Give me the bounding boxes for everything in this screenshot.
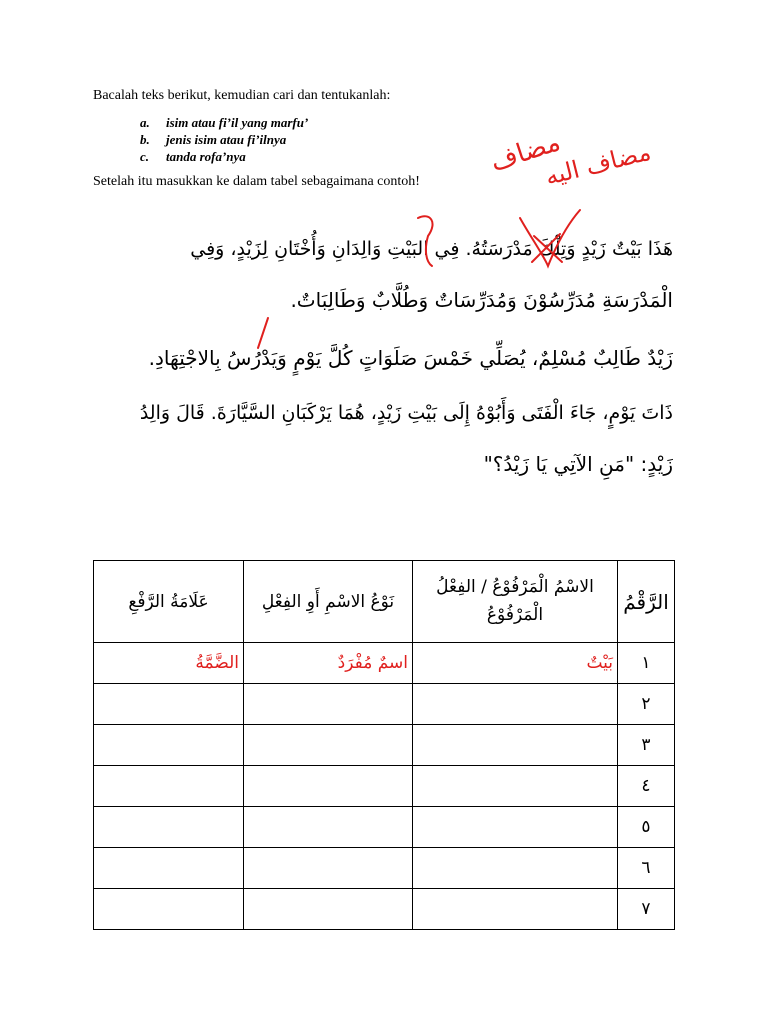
table-row — [94, 889, 675, 930]
arabic-line-3: زَيْدٌ طَالِبٌ مُسْلِمٌ، يُصَلِّي خَمْسَ صَلَوَاتٍ كُلَّ يَوْمٍ وَيَدْرُسُ بِالاجْتِهَادِ. — [148, 346, 673, 370]
table-row — [94, 725, 675, 766]
list-marker: b. — [140, 132, 150, 147]
header-number: الرَّقْمُ — [618, 561, 675, 643]
table-row — [94, 766, 675, 807]
red-check-mark — [520, 210, 580, 266]
answer-table — [93, 560, 675, 930]
table-row — [94, 848, 675, 889]
header-type: نَوْعُ الاسْمِ أَوِ الفِعْلِ — [244, 561, 413, 643]
table-row — [94, 684, 675, 725]
cell-type[interactable] — [244, 725, 413, 766]
cell-sign[interactable] — [94, 889, 244, 930]
arabic-line-1: هَذَا بَيْتٌ زَيْدٍ وَتِلْكَ مَدْرَسَتُهُ. فِي البَيْتِ وَالِدَانِ وَأُخْتَانِ لِزَيْدٍ، وَفِي — [190, 238, 673, 260]
cell-type[interactable] — [244, 684, 413, 725]
instruction-line-2: Setelah itu masukkan ke dalam tabel sebagaimana contoh! — [93, 174, 420, 189]
cell-word[interactable] — [413, 766, 618, 807]
header-word: الاسْمُ الْمَرْفُوْعُ / الفِعْلُ الْمَرْفُوْعُ — [413, 561, 618, 643]
cell-word[interactable] — [413, 725, 618, 766]
cell-type[interactable] — [244, 848, 413, 889]
row-number: ٣ — [618, 725, 675, 766]
row-number: ٢ — [618, 684, 675, 725]
cell-word[interactable] — [413, 807, 618, 848]
row-number: ٦ — [618, 848, 675, 889]
handwritten-note-2: مضاف اليه — [542, 137, 654, 191]
cell-sign[interactable] — [94, 848, 244, 889]
cell-sign[interactable] — [94, 684, 244, 725]
red-cross-mark — [532, 234, 562, 262]
arabic-line-2: الْمَدْرَسَةِ مُدَرِّسُوْنَ وَمُدَرِّسَاتٌ وَطُلَّابٌ وَطَالِبَاتٌ. — [290, 288, 673, 312]
cell-type[interactable] — [244, 766, 413, 807]
handwritten-note-1: مضاف — [486, 127, 565, 178]
cell-sign[interactable] — [94, 725, 244, 766]
red-check-mark — [418, 216, 433, 266]
list-text: jenis isim atau fi’ilnya — [166, 132, 287, 147]
table-row — [94, 807, 675, 848]
list-marker: c. — [140, 149, 150, 164]
row-number: ٤ — [618, 766, 675, 807]
row-number: ١ — [618, 643, 675, 684]
cell-type[interactable] — [244, 889, 413, 930]
red-tick-mark — [258, 318, 268, 348]
list-text: tanda rofa’nya — [166, 149, 246, 164]
instruction-line: Bacalah teks berikut, kemudian cari dan tentukanlah: — [93, 88, 391, 103]
cell-sign[interactable] — [94, 807, 244, 848]
cell-word: بَيْتٌ — [413, 643, 618, 684]
row-number: ٧ — [618, 889, 675, 930]
cell-type[interactable] — [244, 807, 413, 848]
cell-word[interactable] — [413, 848, 618, 889]
arabic-line-4: ذَاتَ يَوْمٍ، جَاءَ الْفَتَى وَأَبُوْهُ إِلَى بَيْتِ زَيْدٍ، هُمَا يَرْكَبَانِ السَّيَّارَةَ. قَالَ وَالِدُ — [139, 402, 673, 424]
cell-sign: الضَّمَّةُ — [94, 643, 244, 684]
list-marker: a. — [140, 115, 150, 130]
cell-type: اسمٌ مُفْرَدٌ — [244, 643, 413, 684]
cell-word[interactable] — [413, 684, 618, 725]
cell-sign[interactable] — [94, 766, 244, 807]
cell-word[interactable] — [413, 889, 618, 930]
header-sign: عَلَامَةُ الرَّفْعِ — [94, 561, 244, 643]
arabic-line-5: زَيْدٍ: "مَنِ الآتِي يَا زَيْدُ؟" — [483, 452, 673, 476]
list-text: isim atau fi’il yang marfu’ — [166, 115, 309, 130]
row-number: ٥ — [618, 807, 675, 848]
table-row — [94, 643, 675, 684]
table-header-row — [94, 561, 675, 643]
